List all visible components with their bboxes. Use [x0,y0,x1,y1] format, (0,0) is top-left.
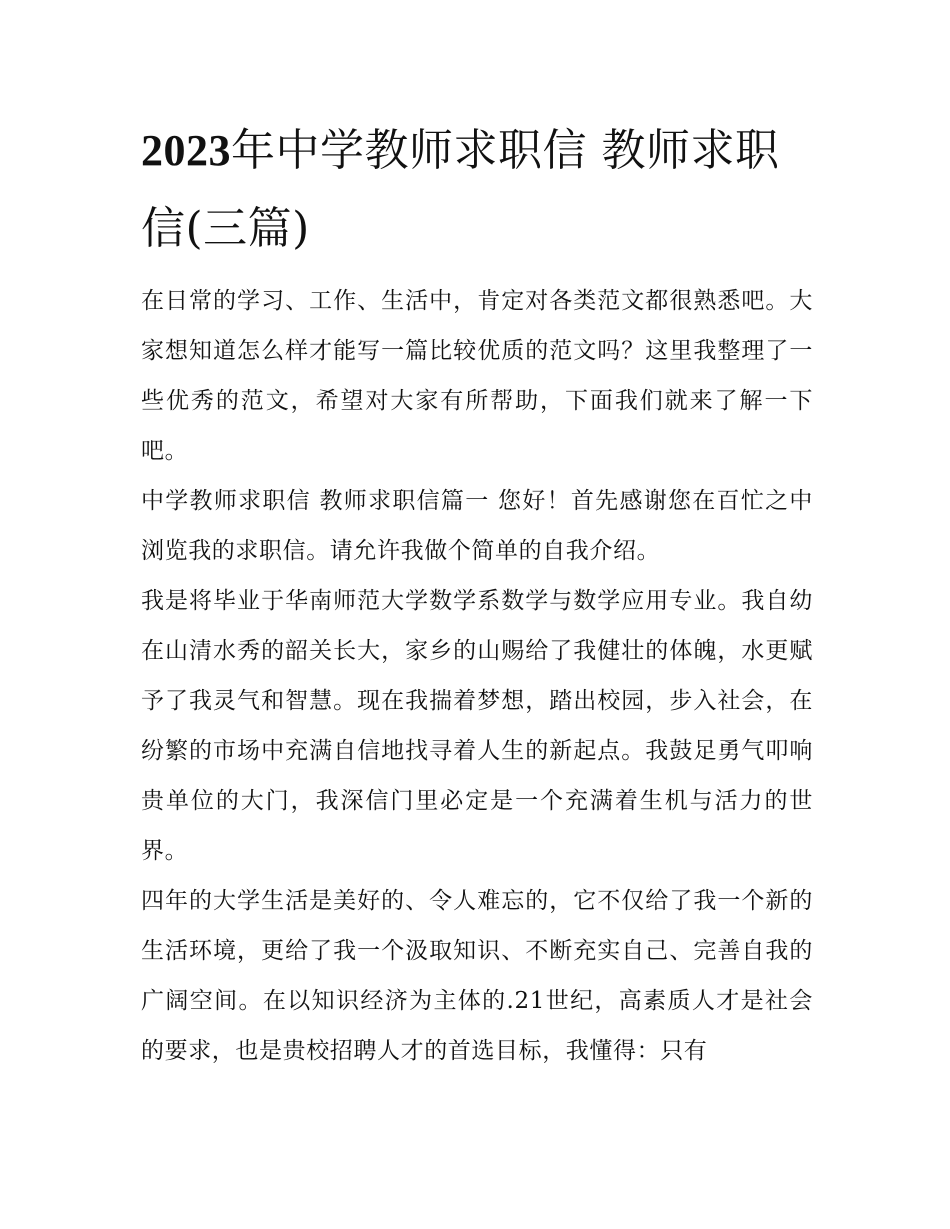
document-body [141,112,813,1076]
paragraph-university-life: 四年的大学生活是美好的、令人难忘的，它不仅给了我一个新的生活环境，更给了我一个汲取知识、不断充实自己、完善自我的广阔空间。在以知识经济为主体的.21世纪，高素质人才是社会的要求，也是贵校招聘人才的首选目标，我懂得：只有 [141,888,813,1064]
paragraph-intro: 在日常的学习、工作、生活中，肯定对各类范文都很熟悉吧。大家想知道怎么样才能写一篇比较优质的范文吗？这里我整理了一些优秀的范文，希望对大家有所帮助，下面我们就来了解一下吧。 [141,288,813,464]
paragraph-greeting: 中学教师求职信 教师求职信篇一 您好！首先感谢您在百忙之中浏览我的求职信。请允许我做个简单的自我介绍。 [141,488,813,564]
paragraph-self-intro: 我是将毕业于华南师范大学数学系数学与数学应用专业。我自幼在山清水秀的韶关长大，家乡的山赐给了我健壮的体魄，水更赋予了我灵气和智慧。现在我揣着梦想，踏出校园，步入社会，在纷繁的市场中充满自信地找寻着人生的新起点。我鼓足勇气叩响贵单位的大门，我深信门里必定是一个充满着生机与活力的世界。 [141,588,813,864]
document-title [141,112,813,268]
title-year: 2023 [141,126,231,175]
title-block [141,112,813,268]
title-text: 年中学教师求职信 教师求职信(三篇) [141,125,780,254]
